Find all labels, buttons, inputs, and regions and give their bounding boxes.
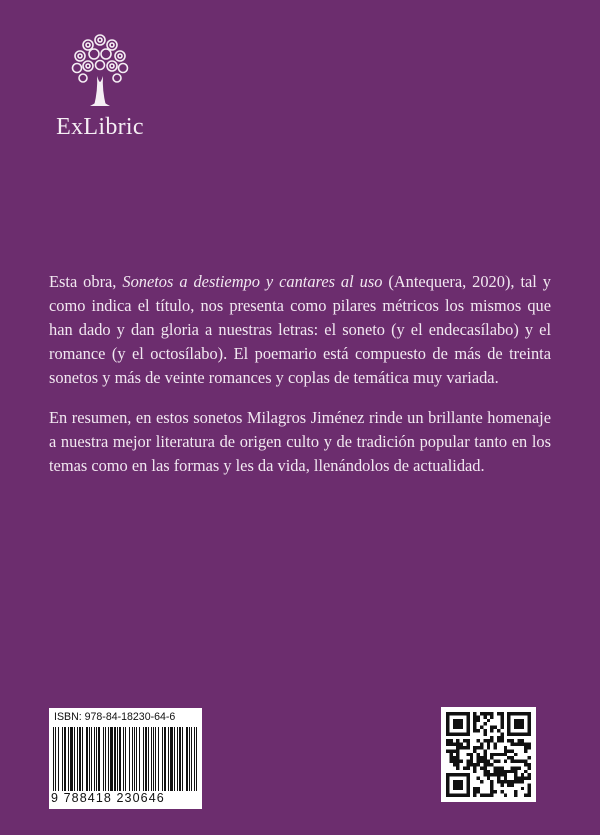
barcode-digits: 9 788418 230646 [51, 791, 165, 805]
qr-code [441, 707, 536, 802]
back-cover-blurb [49, 270, 551, 494]
blurb-rest: (Antequera, 2020), tal y como indica el título, nos presenta como pilares métricos los mismos que han dado y dan gloria a nuestras letras: el soneto (y el endecasílabo) y el romance (y el octosílabo). El poemario está compuesto de más de treinta sonetos y más de veinte romances y coplas de temática muy variada. [49, 272, 551, 387]
isbn-label: ISBN: 978-84-18230-64-6 [54, 711, 176, 723]
publisher-name: ExLibric [56, 114, 144, 140]
tree-icon [68, 32, 132, 110]
book-title: Sonetos a destiempo y cantares al uso [122, 272, 383, 291]
publisher-logo [0, 32, 200, 141]
blurb-paragraph-1 [49, 270, 551, 390]
barcode-bars [53, 727, 198, 791]
qr-code-icon [446, 712, 531, 797]
blurb-intro: Esta obra, [49, 272, 123, 291]
isbn-barcode [49, 708, 202, 809]
blurb-paragraph-2: En resumen, en estos sonetos Milagros Jiménez rinde un brillante homenaje a nuestra mejor literatura de origen culto y de tradición popular tanto en los temas como en las formas y les da vida, llenándolos de actualidad. [49, 408, 551, 475]
